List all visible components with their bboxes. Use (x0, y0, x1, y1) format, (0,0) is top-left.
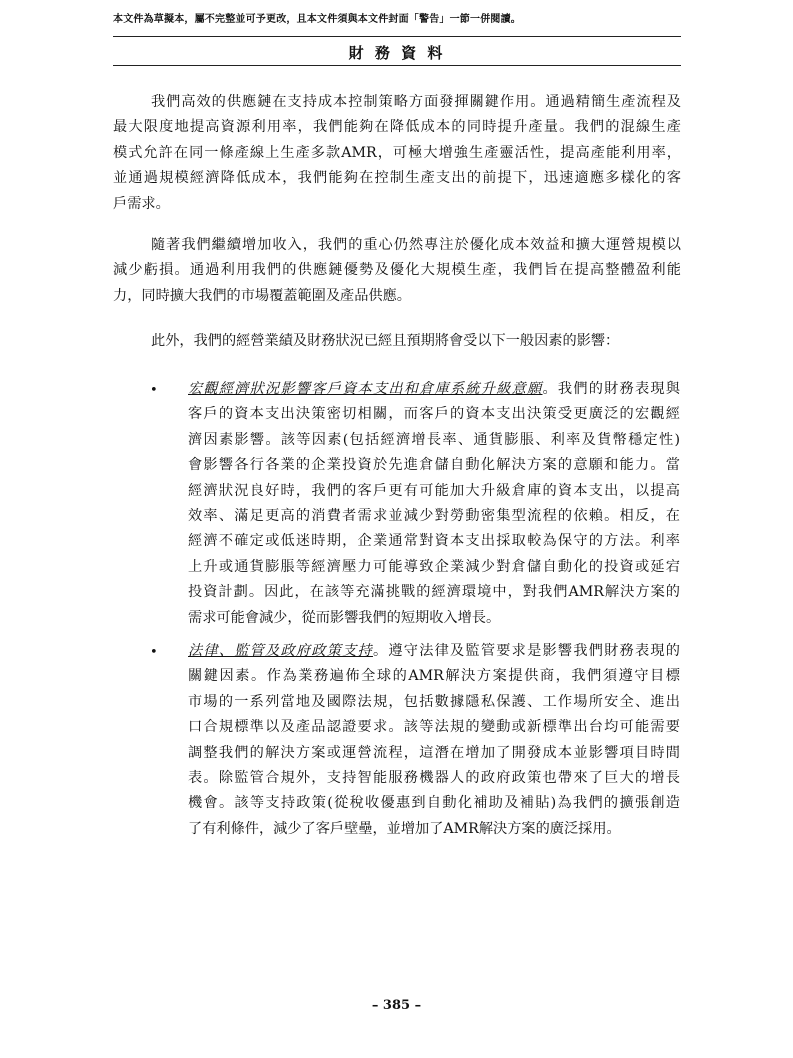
page-number: – 385 – (371, 998, 422, 1013)
paragraph-line: 隨著我們繼續增加收入，我們的重心仍然專注於優化成本效益和擴大運營規模以 (151, 237, 681, 253)
bullet-heading: 法律、監管及政府政策支持 (188, 643, 373, 659)
paragraph-line: 最大限度地提高資源利用率，我們能夠在降低成本的同時提升產量。我們的混線生產 (113, 119, 681, 136)
paragraph-line: 我們高效的供應鏈在支持成本控制策略方面發揮關鍵作用。通過精簡生產流程及 (151, 94, 681, 110)
bullet-legal-regulatory (188, 639, 680, 842)
bullet-line: 關鍵因素。作為業務遍佈全球的AMR解決方案提供商，我們須遵守目標 (188, 668, 680, 685)
section-title: 財 務 資 料 (348, 44, 446, 62)
bullet-line: 投資計劃。因此，在該等充滿挑戰的經濟環境中，對我們AMR解決方案的 (188, 584, 680, 601)
paragraph-line: 此外，我們的經營業績及財務狀況已經且預期將會受以下一般因素的影響： (151, 333, 620, 349)
bullet-line: 會影響各行各業的企業投資於先進倉儲自動化解決方案的意願和能力。當 (188, 457, 680, 474)
draft-warning: 本文件為草擬本，屬不完整並可予更改，且本文件須與本文件封面「警告」一節一併閱讀。 (113, 14, 521, 25)
bullet-line: 濟因素影響。該等因素(包括經濟增長率、通貨膨脹、利率及貨幣穩定性) (188, 431, 680, 448)
bullet-heading-rest: 。遵守法律及監管要求是影響我們財務表現的 (372, 643, 680, 659)
bullet-heading-rest: 。我們的財務表現與 (542, 381, 680, 397)
paragraph-line: 戶需求。 (113, 195, 170, 212)
bullet-line: 上升或通貨膨脹等經濟壓力可能導致企業減少對倉儲自動化的投資或延宕 (188, 558, 680, 575)
bullet-line: 口合規標準以及產品認證要求。該等法規的變動或新標準出台均可能需要 (188, 719, 680, 736)
bullet-line: 經濟狀況良好時，我們的客戶更有可能加大升級倉庫的資本支出，以提高 (188, 482, 680, 499)
bullet-symbol: • (150, 383, 158, 398)
bullet-line: 市場的一系列當地及國際法規，包括數據隱私保護、工作場所安全、進出 (188, 693, 680, 710)
bullet-line: 效率、滿足更高的消費者需求並減少對勞動密集型流程的依賴。相反，在 (188, 508, 680, 525)
bullet-macroeconomic (188, 377, 680, 631)
paragraph-line: 減少虧損。通過利用我們的供應鏈優勢及優化大規模生產，我們旨在提高整體盈利能 (113, 262, 681, 279)
bullet-first-line (188, 639, 680, 664)
paragraph-line: 並通過規模經濟降低成本，我們能夠在控制生產支出的前提下，迅速適應多樣化的客 (113, 170, 681, 187)
bullet-line: 了有利條件，減少了客戶壁壘，並增加了AMR解決方案的廣泛採用。 (188, 820, 621, 837)
bullet-symbol: • (150, 645, 158, 660)
paragraph-revenue-focus (113, 233, 681, 309)
bullet-line: 機會。該等支持政策(從稅收優惠到自動化補助及補貼)為我們的擴張創造 (188, 795, 680, 812)
bullet-line: 表。除監管合規外，支持智能服務機器人的政府政策也帶來了巨大的增長 (188, 770, 680, 787)
bullet-first-line (188, 377, 680, 402)
paragraph-general-factors (113, 329, 681, 354)
header-rule-bottom (113, 65, 681, 66)
bullet-line: 調整我們的解決方案或運營流程，這潛在增加了開發成本並影響項目時間 (188, 744, 680, 761)
bullet-line: 需求可能會減少，從而影響我們的短期收入增長。 (188, 609, 501, 626)
bullet-heading: 宏觀經濟狀況影響客戶資本支出和倉庫系統升級意願 (188, 381, 543, 397)
paragraph-line: 力，同時擴大我們的市場覆蓋範圍及產品供應。 (113, 287, 411, 304)
paragraph-supply-chain (113, 90, 681, 217)
header-rule-top (113, 36, 681, 37)
bullet-line: 客戶的資本支出決策密切相關，而客戶的資本支出決策受更廣泛的宏觀經 (188, 406, 680, 423)
paragraph-line: 模式允許在同一條產線上生產多款AMR，可極大增強生產靈活性，提高產能利用率， (113, 144, 681, 161)
bullet-line: 經濟不確定或低迷時期，企業通常對資本支出採取較為保守的方法。利率 (188, 533, 680, 550)
